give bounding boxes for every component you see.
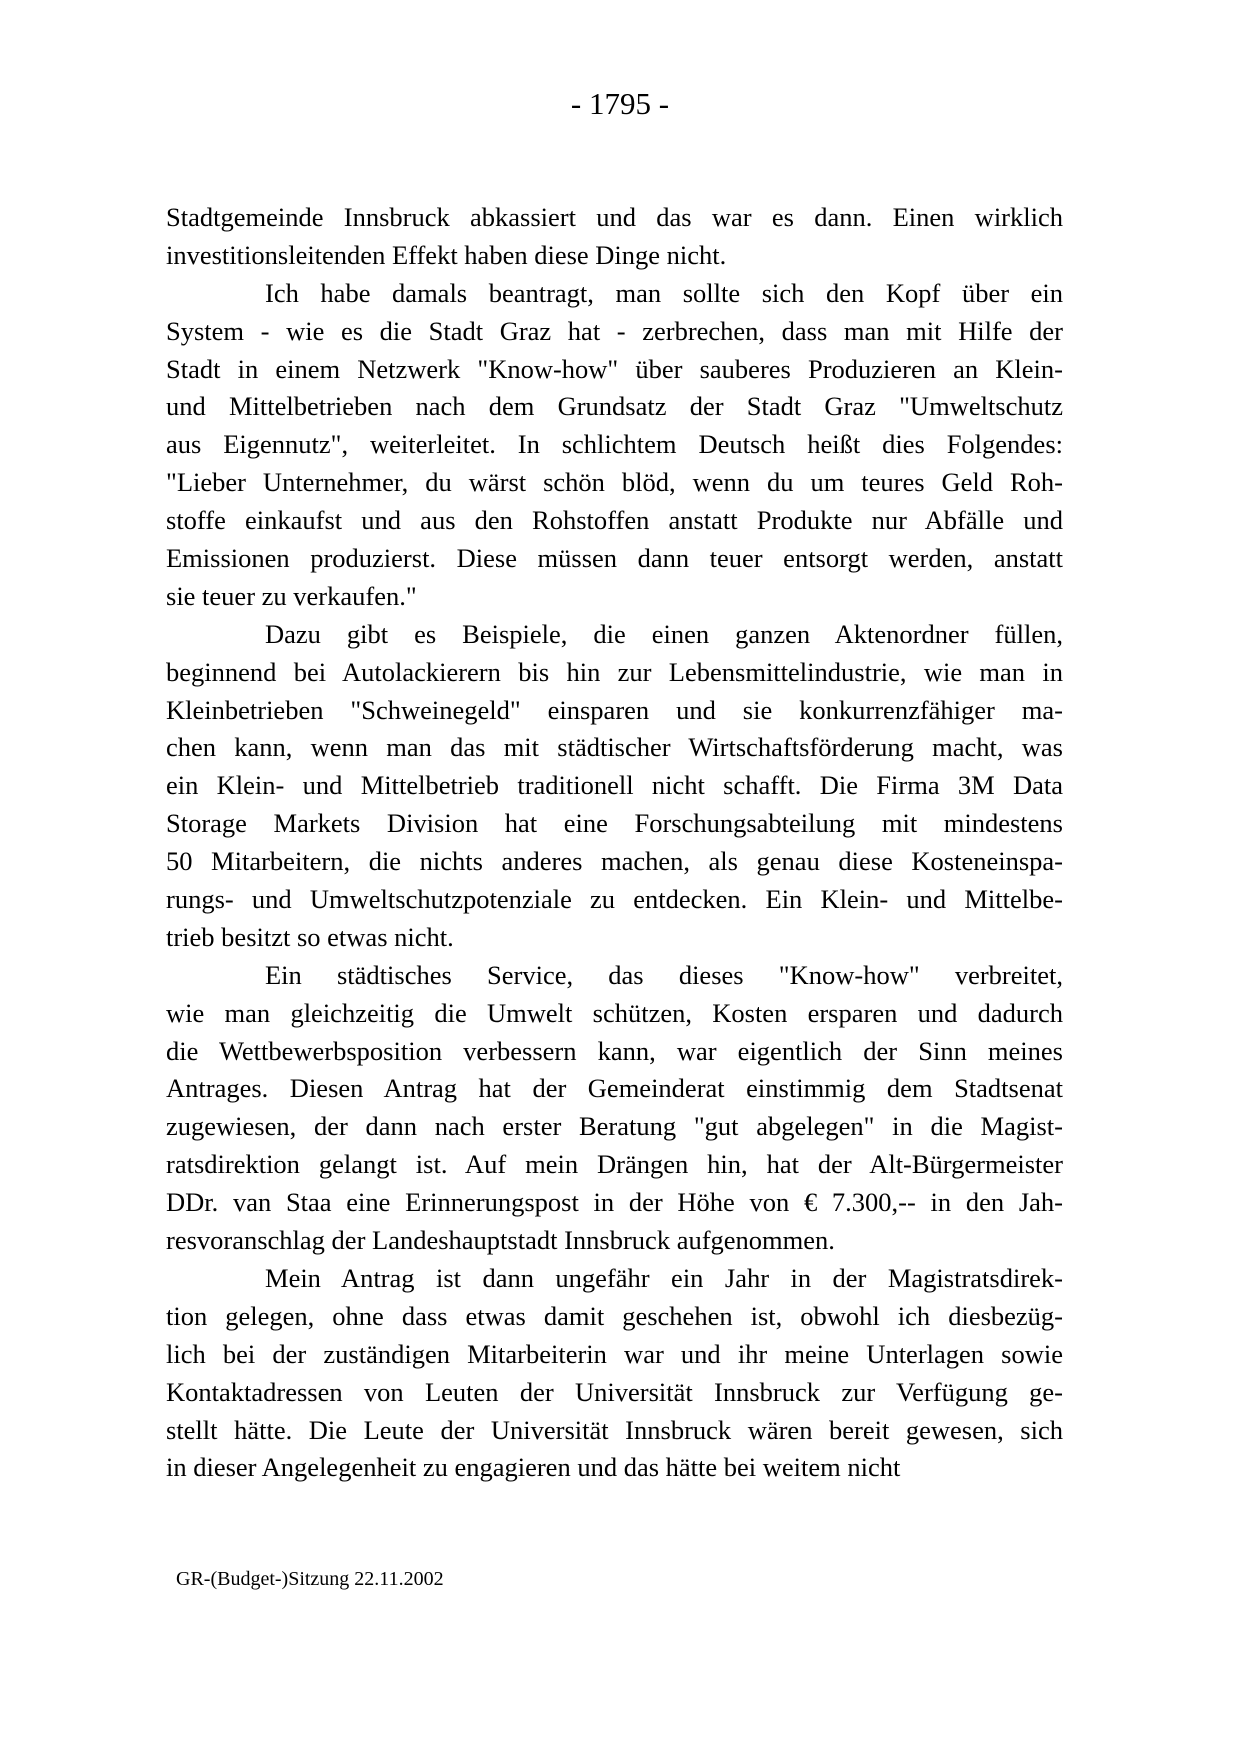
text-line: resvoranschlag der Landeshauptstadt Innsbruck aufgenommen. bbox=[166, 1225, 835, 1256]
text-line: Kontaktadressen von Leuten der Universität Innsbruck zur Verfügung ge- bbox=[166, 1376, 1063, 1407]
text-line: zugewiesen, der dann nach erster Beratung "gut abgelegen" in die Magist- bbox=[166, 1111, 1063, 1142]
page-number: - 1795 - bbox=[570, 86, 670, 121]
text-line: die Wettbewerbsposition verbessern kann, war eigentlich der Sinn meines bbox=[166, 1035, 1063, 1066]
text-line: stoffe einkaufst und aus den Rohstoffen anstatt Produkte nur Abfälle und bbox=[166, 505, 1063, 536]
text-line: Stadt in einem Netzwerk "Know-how" über sauberes Produzieren an Klein- bbox=[166, 353, 1063, 384]
text-line: wie man gleichzeitig die Umwelt schützen, Kosten ersparen und dadurch bbox=[166, 997, 1063, 1028]
text-line: investitionsleitenden Effekt haben diese Dinge nicht. bbox=[166, 239, 727, 270]
paragraph bbox=[166, 1260, 1063, 1487]
text-line: sie teuer zu verkaufen." bbox=[166, 580, 417, 611]
text-line: Emissionen produzierst. Diese müssen dann teuer entsorgt werden, anstatt bbox=[166, 543, 1063, 574]
text-line: trieb besitzt so etwas nicht. bbox=[166, 921, 454, 952]
text-line: chen kann, wenn man das mit städtischer Wirtschaftsförderung macht, was bbox=[166, 732, 1063, 763]
text-line: System - wie es die Stadt Graz hat - zerbrechen, dass man mit Hilfe der bbox=[166, 315, 1063, 346]
paragraph bbox=[166, 957, 1063, 1260]
text-line: Kleinbetrieben "Schweinegeld" einsparen und sie konkurrenzfähiger ma- bbox=[166, 694, 1063, 725]
text-line: in dieser Angelegenheit zu engagieren und das hätte bei weitem nicht bbox=[166, 1452, 901, 1483]
text-line: aus Eigennutz", weiterleitet. In schlichtem Deutsch heißt dies Folgendes: bbox=[166, 429, 1063, 460]
text-body bbox=[166, 199, 1063, 1487]
text-line: Stadtgemeinde Innsbruck abkassiert und das war es dann. Einen wirklich bbox=[166, 202, 1063, 232]
text-line: Mein Antrag ist dann ungefähr ein Jahr in der Magistratsdirek- bbox=[265, 1262, 1063, 1293]
text-line: ein Klein- und Mittelbetrieb traditionell nicht schafft. Die Firma 3M Data bbox=[166, 770, 1063, 801]
paragraph bbox=[166, 199, 1063, 275]
text-line: tion gelegen, ohne dass etwas damit geschehen ist, obwohl ich diesbezüg- bbox=[166, 1300, 1063, 1331]
text-line: beginnend bei Autolackierern bis hin zur Lebensmittelindustrie, wie man in bbox=[166, 656, 1063, 687]
text-line: stellt hätte. Die Leute der Universität Innsbruck wären bereit gewesen, sich bbox=[166, 1414, 1063, 1445]
text-line: "Lieber Unternehmer, du wärst schön blöd, wenn du um teures Geld Roh- bbox=[166, 467, 1063, 498]
text-line: Storage Markets Division hat eine Forschungsabteilung mit mindestens bbox=[166, 808, 1063, 839]
text-line: lich bei der zuständigen Mitarbeiterin war und ihr meine Unterlagen sowie bbox=[166, 1338, 1063, 1369]
footer-session-label: GR-(Budget-)Sitzung 22.11.2002 bbox=[176, 1568, 444, 1590]
text-line: 50 Mitarbeitern, die nichts anderes machen, als genau diese Kosteneinspa- bbox=[166, 846, 1063, 877]
text-line: rungs- und Umweltschutzpotenziale zu entdecken. Ein Klein- und Mittelbe- bbox=[166, 884, 1063, 915]
text-line: und Mittelbetrieben nach dem Grundsatz der Stadt Graz "Umweltschutz bbox=[166, 391, 1063, 422]
text-line: DDr. van Staa eine Erinnerungspost in der Höhe von € 7.300,-- in den Jah- bbox=[166, 1187, 1063, 1218]
text-line: Dazu gibt es Beispiele, die einen ganzen Aktenordner füllen, bbox=[265, 618, 1063, 649]
paragraph bbox=[166, 275, 1063, 616]
paragraph bbox=[166, 616, 1063, 957]
text-line: Ich habe damals beantragt, man sollte sich den Kopf über ein bbox=[265, 277, 1063, 308]
text-line: Antrages. Diesen Antrag hat der Gemeinderat einstimmig dem Stadtsenat bbox=[166, 1073, 1063, 1104]
text-line: Ein städtisches Service, das dieses "Know-how" verbreitet, bbox=[265, 959, 1063, 990]
text-line: ratsdirektion gelangt ist. Auf mein Drängen hin, hat der Alt-Bürgermeister bbox=[166, 1149, 1063, 1180]
